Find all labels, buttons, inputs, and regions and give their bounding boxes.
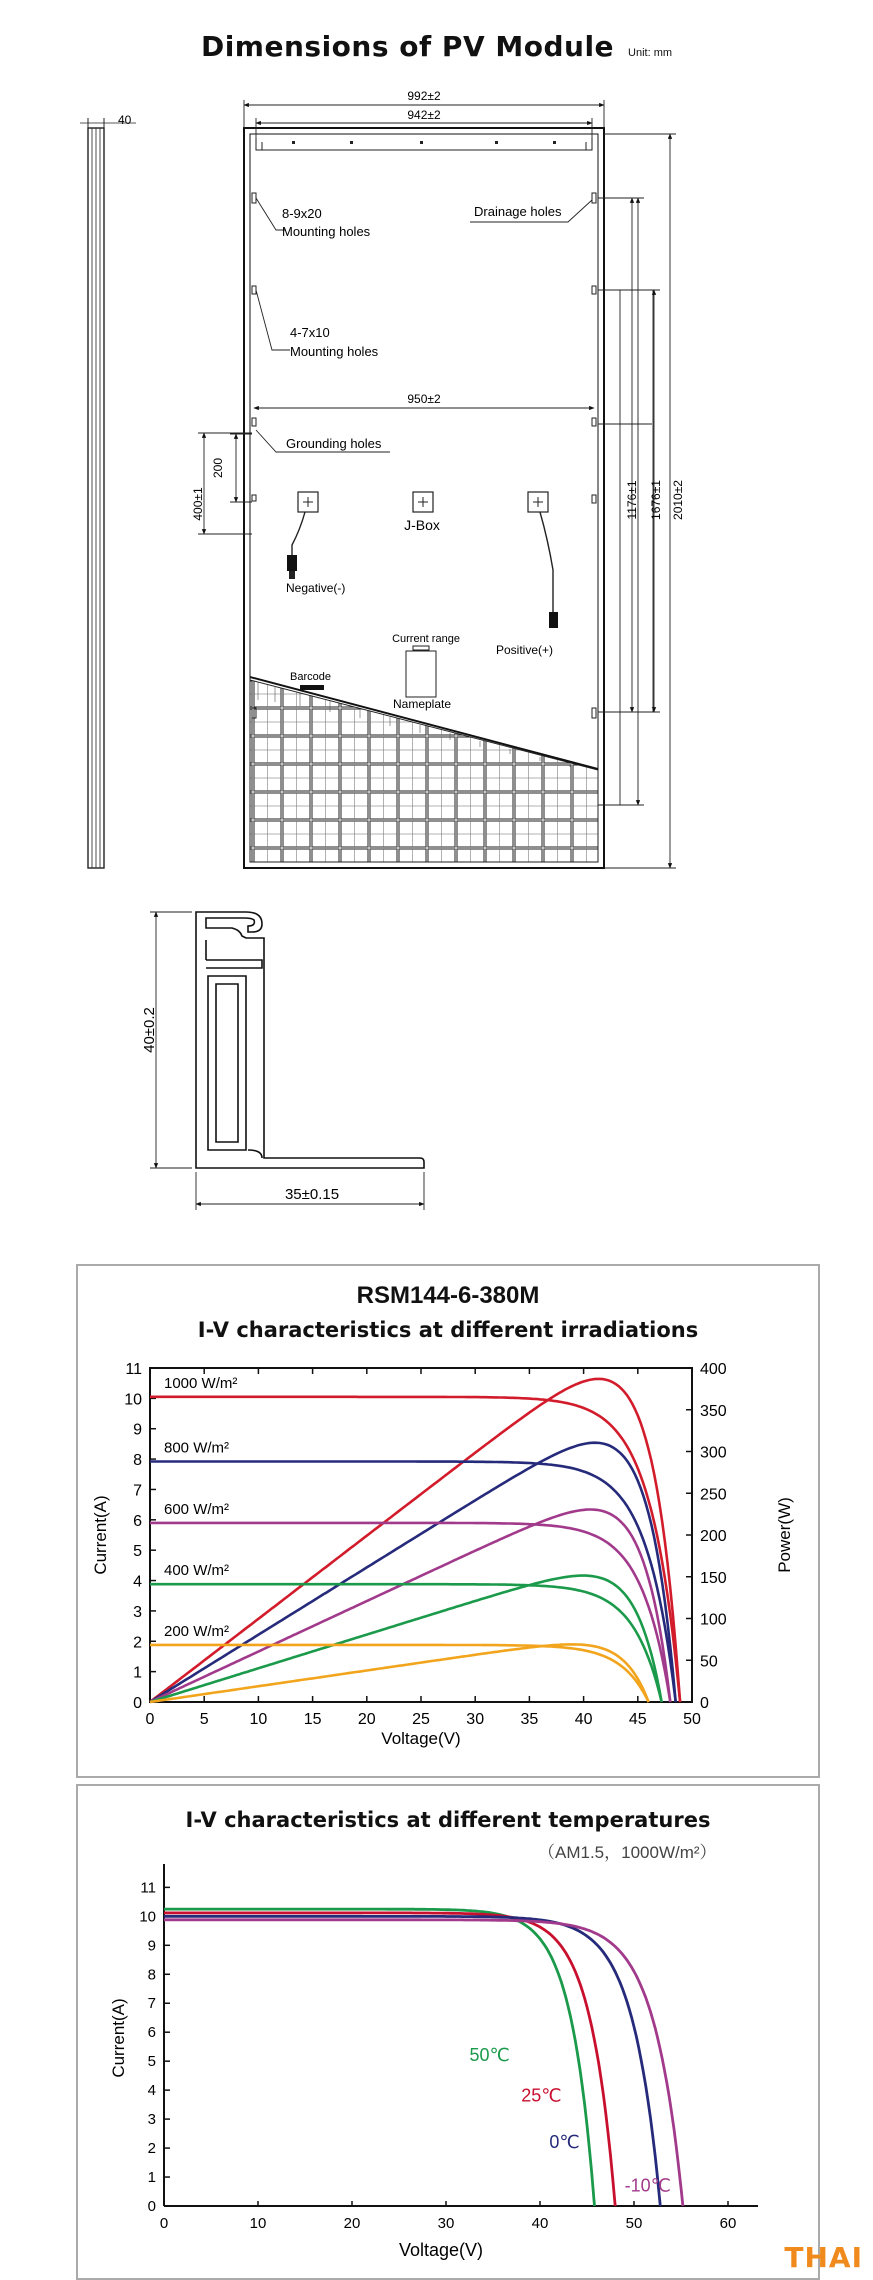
current-range-label: Current range bbox=[392, 633, 460, 645]
mount-holes-b-spec: 4-7x10 bbox=[290, 325, 330, 340]
y2-tick-label: 350 bbox=[700, 1402, 727, 1420]
frame-width-label: 40 bbox=[118, 113, 132, 127]
y2-tick-label: 250 bbox=[700, 1486, 727, 1504]
chart1-model-title: RSM144-6-380M bbox=[356, 1282, 540, 1309]
y2-tick-label: 300 bbox=[700, 1444, 727, 1462]
iv-curve-2 bbox=[150, 1523, 670, 1702]
temp-curve-3 bbox=[164, 1920, 683, 2206]
y-tick-label: 5 bbox=[147, 2053, 156, 2071]
dim-profile-width: 35±0.15 bbox=[284, 1186, 340, 1203]
y-tick-label: 8 bbox=[147, 1966, 156, 1984]
x-tick-label: 20 bbox=[343, 2215, 361, 2232]
series-label-2: 600 W/m² bbox=[164, 1500, 230, 1518]
y-tick-label: 1 bbox=[147, 2169, 156, 2187]
mount-holes-b-label: Mounting holes bbox=[290, 344, 379, 359]
x-axis-label: Voltage(V) bbox=[398, 2240, 484, 2260]
y2-axis-label: Power(W) bbox=[775, 1497, 794, 1573]
y-tick-label: 2 bbox=[147, 2140, 156, 2158]
frame-profile-section bbox=[196, 912, 424, 1168]
y-tick-label: 9 bbox=[133, 1421, 142, 1439]
dim-profile-height: 40±0.2 bbox=[141, 1007, 158, 1053]
dim-942: 942±2 bbox=[407, 108, 441, 122]
y-tick-label: 1 bbox=[133, 1664, 142, 1682]
irradiation-chart-box bbox=[76, 1264, 820, 1778]
dim-950: 950±2 bbox=[407, 392, 441, 406]
x-tick-label: 50 bbox=[683, 1711, 701, 1728]
y-tick-label: 4 bbox=[147, 2082, 156, 2100]
y-tick-label: 10 bbox=[124, 1391, 142, 1409]
y-axis-label: Current(A) bbox=[109, 1998, 128, 2078]
x-tick-label: 35 bbox=[520, 1711, 539, 1728]
x-tick-label: 0 bbox=[145, 1711, 155, 1728]
temp-label-0: 50℃ bbox=[469, 2045, 510, 2066]
y-tick-label: 0 bbox=[133, 1695, 142, 1712]
x-tick-label: 60 bbox=[719, 2215, 737, 2232]
y-tick-label: 8 bbox=[133, 1452, 142, 1470]
grounding-holes-label: Grounding holes bbox=[286, 436, 382, 451]
frame-side-view bbox=[80, 113, 136, 868]
dim-1676: 1676±1 bbox=[649, 480, 663, 520]
negative-label: Negative(-) bbox=[286, 581, 346, 595]
dim-400: 400±1 bbox=[191, 487, 205, 521]
x-tick-label: 30 bbox=[437, 2215, 455, 2232]
x-tick-label: 45 bbox=[628, 1711, 647, 1728]
pv-curve-2 bbox=[150, 1510, 670, 1703]
y-tick-label: 10 bbox=[139, 1908, 156, 1926]
y2-tick-label: 150 bbox=[700, 1569, 727, 1587]
x-tick-label: 30 bbox=[466, 1711, 485, 1728]
y2-tick-label: 0 bbox=[700, 1695, 709, 1712]
y-axis-label: Current(A) bbox=[91, 1495, 110, 1575]
x-tick-label: 40 bbox=[531, 2215, 549, 2232]
series-label-3: 400 W/m² bbox=[164, 1562, 230, 1580]
y-tick-label: 11 bbox=[140, 1879, 156, 1897]
x-tick-label: 5 bbox=[199, 1711, 209, 1728]
positive-label: Positive(+) bbox=[496, 643, 554, 657]
y-tick-label: 5 bbox=[133, 1543, 142, 1561]
temp-label-2: 0℃ bbox=[549, 2132, 580, 2153]
nameplate-label: Nameplate bbox=[392, 697, 452, 711]
dim-200: 200 bbox=[211, 457, 225, 479]
unit-label: Unit: mm bbox=[628, 47, 673, 59]
y-tick-label: 11 bbox=[125, 1361, 142, 1378]
x-tick-label: 20 bbox=[357, 1711, 376, 1728]
y-tick-label: 7 bbox=[147, 1995, 156, 2013]
brand-logo: THAI bbox=[784, 2241, 863, 2274]
y2-tick-label: 100 bbox=[700, 1611, 727, 1629]
dim-1176: 1176±1 bbox=[625, 480, 639, 520]
drainage-holes-label: Drainage holes bbox=[474, 204, 562, 219]
mount-holes-a-label: Mounting holes bbox=[282, 224, 371, 239]
dim-992: 992±2 bbox=[407, 89, 441, 103]
panel-front-view bbox=[244, 128, 604, 868]
y-tick-label: 6 bbox=[147, 2024, 156, 2042]
y2-tick-label: 400 bbox=[700, 1361, 727, 1378]
temp-curve-2 bbox=[164, 1916, 660, 2206]
series-label-0: 1000 W/m² bbox=[164, 1374, 238, 1392]
barcode-label: Barcode bbox=[290, 671, 331, 683]
temp-curve-0 bbox=[164, 1909, 595, 2206]
x-tick-label: 10 bbox=[249, 1711, 268, 1728]
jbox-label: J-Box bbox=[404, 517, 440, 533]
x-axis-label: Voltage(V) bbox=[381, 1729, 461, 1748]
mount-holes-a-spec: 8-9x20 bbox=[282, 206, 322, 221]
x-tick-label: 50 bbox=[625, 2215, 643, 2232]
x-tick-label: 25 bbox=[412, 1711, 430, 1728]
x-tick-label: 0 bbox=[159, 2215, 169, 2232]
temperature-plot bbox=[78, 1786, 818, 2278]
temp-label-1: 25℃ bbox=[521, 2085, 562, 2106]
y-tick-label: 3 bbox=[133, 1603, 142, 1621]
y2-tick-label: 200 bbox=[700, 1528, 727, 1545]
y2-tick-label: 50 bbox=[700, 1653, 718, 1671]
x-tick-label: 10 bbox=[249, 2215, 267, 2232]
dim-2010: 2010±2 bbox=[671, 480, 685, 520]
irradiation-plot bbox=[78, 1266, 818, 1776]
y-tick-label: 0 bbox=[147, 2198, 156, 2215]
temperature-chart-box bbox=[76, 1784, 820, 2280]
x-tick-label: 15 bbox=[303, 1711, 322, 1728]
y-tick-label: 9 bbox=[147, 1937, 156, 1955]
chart2-title: I-V characteristics at different temperatures bbox=[185, 1808, 711, 1832]
title-text: Dimensions of PV Module bbox=[200, 30, 615, 63]
iv-curve-4 bbox=[150, 1645, 649, 1702]
y-tick-label: 6 bbox=[133, 1512, 142, 1530]
y-tick-label: 2 bbox=[133, 1634, 142, 1652]
temp-curve-1 bbox=[164, 1913, 615, 2206]
y-tick-label: 7 bbox=[133, 1482, 142, 1500]
y-tick-label: 4 bbox=[133, 1573, 142, 1591]
series-label-1: 800 W/m² bbox=[164, 1439, 230, 1457]
series-label-4: 200 W/m² bbox=[164, 1622, 230, 1640]
y-tick-label: 3 bbox=[147, 2111, 156, 2129]
chart2-subtitle: （AM1.5，1000W/m²） bbox=[538, 1843, 717, 1862]
chart1-subtitle: I-V characteristics at different irradiations bbox=[197, 1318, 699, 1342]
pv-curve-4 bbox=[150, 1644, 649, 1702]
x-tick-label: 40 bbox=[574, 1711, 593, 1728]
temp-label-3: -10℃ bbox=[624, 2175, 671, 2196]
